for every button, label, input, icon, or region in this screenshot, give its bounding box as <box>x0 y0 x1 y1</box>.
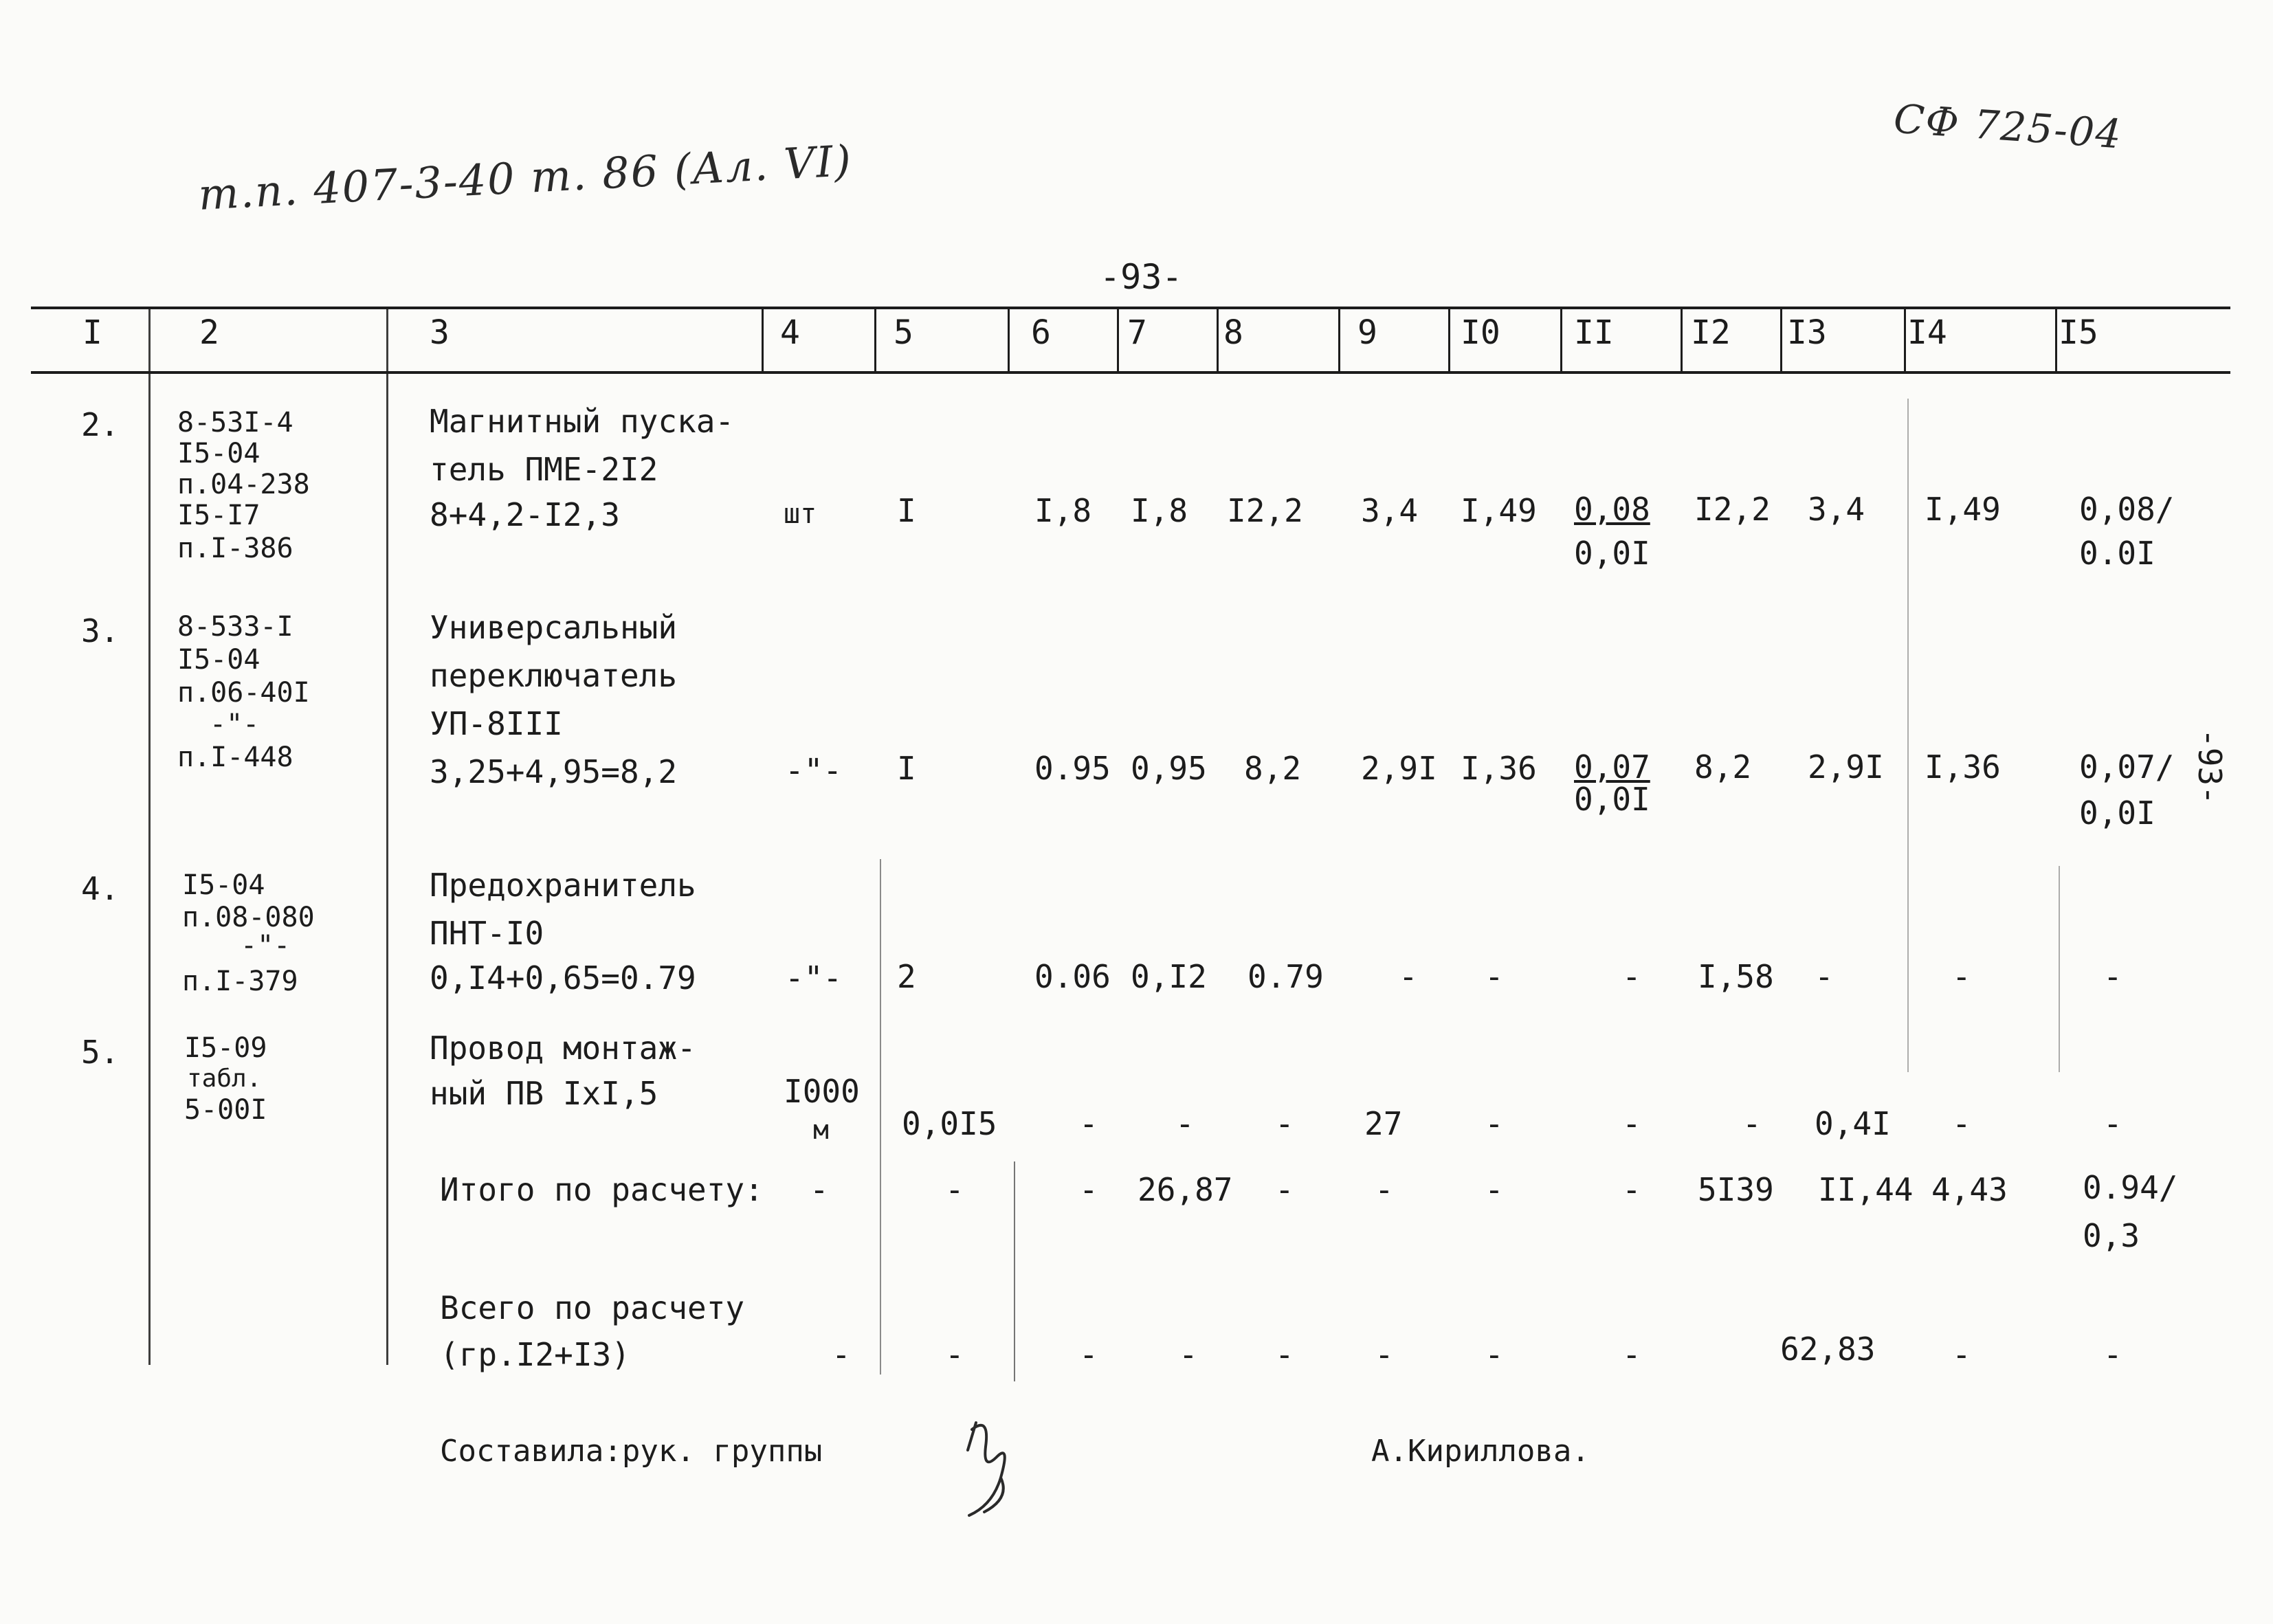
cell-c8: 0.79 <box>1248 958 1324 995</box>
cell-c9: 27 <box>1364 1105 1403 1142</box>
cell-c7: 0,I2 <box>1131 958 1207 995</box>
row-name: 3,25+4,95=8,2 <box>430 753 678 790</box>
cell-qty: I <box>897 492 916 529</box>
row-code: табл. <box>187 1065 262 1093</box>
row-name: 0,I4+0,65=0.79 <box>430 959 696 997</box>
compiler-name: А.Кириллова. <box>1371 1434 1590 1469</box>
cell-qty: 2 <box>897 958 916 995</box>
grand-total-c14: - <box>1952 1336 1971 1373</box>
row-name: Предохранитель <box>430 867 696 904</box>
totals-c12: 5I39 <box>1698 1171 1774 1208</box>
grand-total-c15: - <box>2103 1336 2122 1373</box>
col-sep <box>1560 307 1562 372</box>
totals-c13: II,44 <box>1818 1171 1914 1208</box>
cell-c11-top: 0,08 <box>1574 491 1650 528</box>
row-name: тель ПМЕ-2I2 <box>430 451 658 488</box>
col-sep <box>874 307 876 372</box>
cell-c8: I2,2 <box>1227 492 1303 529</box>
column-header: 3 <box>430 313 450 352</box>
column-header: 8 <box>1223 313 1243 352</box>
column-header: 2 <box>199 313 219 352</box>
row-name: Магнитный пуска- <box>430 403 735 440</box>
totals-c14: 4,43 <box>1931 1171 2008 1208</box>
grand-total-c5: - <box>945 1336 964 1373</box>
cell-unit-top: I000 <box>784 1073 860 1110</box>
cell-c9: 2,9I <box>1361 750 1437 787</box>
col-sep-dashed <box>2059 866 2060 1072</box>
row-code: I5-I7 <box>177 500 260 531</box>
column-header: 5 <box>894 313 913 352</box>
cell-c14: I,49 <box>1925 491 2001 528</box>
totals-c5: - <box>945 1171 964 1208</box>
cell-c7: - <box>1175 1105 1195 1142</box>
cell-c10: - <box>1485 958 1504 995</box>
row-code: -"- <box>241 930 291 961</box>
cell-c12: I,58 <box>1698 958 1774 995</box>
row-code: I5-09 <box>184 1032 267 1064</box>
cell-c7: I,8 <box>1131 492 1188 529</box>
row-code: п.04-238 <box>177 469 310 500</box>
totals-c7: 26,87 <box>1138 1171 1233 1208</box>
col-sep-dashed <box>880 859 881 1375</box>
cell-c11: - <box>1622 958 1641 995</box>
column-header: 9 <box>1357 313 1377 352</box>
col-sep <box>1448 307 1450 372</box>
col-sep <box>148 307 151 1365</box>
cell-c15-top: 0,08/ <box>2079 491 2175 528</box>
column-header: II <box>1574 313 1614 352</box>
cell-qty: I <box>897 750 916 787</box>
row-code: п.I-448 <box>177 742 293 773</box>
page-number: -93- <box>1100 257 1183 297</box>
col-sep <box>1338 307 1340 372</box>
totals-c6: - <box>1079 1171 1098 1208</box>
cell-c11-bottom: 0,0I <box>1574 535 1650 572</box>
row-number: 3. <box>81 612 120 649</box>
col-sep <box>2055 307 2057 372</box>
col-sep <box>1008 307 1010 372</box>
column-header: 4 <box>780 313 800 352</box>
cell-c6: 0.06 <box>1034 958 1111 995</box>
cell-c15-bottom: 0.0I <box>2079 535 2155 572</box>
totals-c9: - <box>1375 1171 1394 1208</box>
row-code: п.I-386 <box>177 533 293 564</box>
table-top-rule <box>31 307 2230 309</box>
col-sep <box>1681 307 1683 372</box>
cell-c14: I,36 <box>1925 748 2001 786</box>
totals-c8: - <box>1275 1171 1294 1208</box>
cell-unit: -"- <box>785 752 843 789</box>
col-sep <box>1780 307 1782 372</box>
column-header: I <box>82 313 102 352</box>
grand-total-c4: - <box>832 1336 851 1373</box>
cell-c6: 0.95 <box>1034 750 1111 787</box>
cell-c12: - <box>1742 1105 1762 1142</box>
cell-c8: - <box>1275 1105 1294 1142</box>
side-page-number: -93- <box>2191 728 2228 805</box>
cell-c11-bottom: 0,0I <box>1574 781 1650 818</box>
totals-c15-bottom: 0,3 <box>2083 1217 2140 1254</box>
cell-c13: 2,9I <box>1808 748 1884 786</box>
row-code: -"- <box>210 709 260 740</box>
cell-unit-bottom: м <box>813 1115 829 1145</box>
document-reference: т.п. 407-3-40 т. 86 (Ал. VI) <box>197 135 854 220</box>
totals-c11: - <box>1622 1171 1641 1208</box>
row-name: ный ПВ IxI,5 <box>430 1075 658 1112</box>
row-name: УП-8III <box>430 705 563 742</box>
row-name: Универсальный <box>430 609 678 646</box>
totals-label: Итого по расчету: <box>440 1171 764 1208</box>
row-code: п.06-40I <box>177 677 310 709</box>
row-code: I5-04 <box>177 438 260 469</box>
column-header: 6 <box>1031 313 1051 352</box>
cell-c10: I,49 <box>1461 492 1537 529</box>
cell-c9: - <box>1399 958 1418 995</box>
column-header: I2 <box>1691 313 1731 352</box>
cell-unit: -"- <box>785 959 843 997</box>
cell-c13: - <box>1815 958 1834 995</box>
col-sep <box>1117 307 1119 372</box>
col-sep <box>386 307 388 1365</box>
row-number: 5. <box>81 1034 120 1071</box>
row-number: 2. <box>81 406 120 443</box>
grand-total-c8: - <box>1275 1336 1294 1373</box>
grand-total-c10: - <box>1485 1336 1504 1373</box>
row-name: ПНТ-I0 <box>430 915 544 952</box>
cell-c12: 8,2 <box>1694 748 1752 786</box>
grand-total-label: Всего по расчету <box>440 1289 745 1326</box>
row-code: I5-04 <box>177 644 260 676</box>
row-name: 8+4,2-I2,3 <box>430 496 620 533</box>
cell-c13: 0,4I <box>1815 1105 1891 1142</box>
cell-c6: I,8 <box>1034 492 1092 529</box>
cell-c9: 3,4 <box>1361 492 1419 529</box>
grand-total-c9: - <box>1375 1336 1394 1373</box>
cell-c10: - <box>1485 1105 1504 1142</box>
row-name: переключатель <box>430 657 678 694</box>
row-code: 8-53I-4 <box>177 407 293 438</box>
row-number: 4. <box>81 870 120 907</box>
column-header: I3 <box>1787 313 1827 352</box>
cell-c14: - <box>1952 1105 1971 1142</box>
row-code: I5-04 <box>182 869 265 901</box>
row-code: 5-00I <box>184 1094 267 1126</box>
compiled-by-label: Составила:рук. группы <box>440 1434 823 1469</box>
column-header: I4 <box>1907 313 1947 352</box>
signature-mark <box>955 1409 1031 1526</box>
col-sep <box>1217 307 1219 372</box>
cell-c11: - <box>1622 1105 1641 1142</box>
grand-total-c7: - <box>1179 1336 1198 1373</box>
cell-c8: 8,2 <box>1244 750 1302 787</box>
cell-qty: 0,0I5 <box>902 1105 997 1142</box>
grand-total-c12-13: 62,83 <box>1780 1331 1876 1368</box>
col-sep <box>1904 307 1906 372</box>
col-sep-dashed <box>1907 399 1909 1072</box>
column-header: I5 <box>2059 313 2098 352</box>
cell-c10: I,36 <box>1461 750 1537 787</box>
document-code: СФ 725-04 <box>1892 95 2125 158</box>
col-sep <box>762 307 764 372</box>
cell-c14: - <box>1952 958 1971 995</box>
column-header: 7 <box>1127 313 1147 352</box>
grand-total-c6: - <box>1079 1336 1098 1373</box>
cell-c13: 3,4 <box>1808 491 1865 528</box>
totals-c4: - <box>810 1171 829 1208</box>
cell-c11-top: 0,07 <box>1574 748 1650 786</box>
cell-c15-bottom: 0,0I <box>2079 794 2155 832</box>
row-name: Провод монтаж- <box>430 1030 696 1067</box>
col-sep-dashed <box>1014 1161 1015 1381</box>
cell-unit: шт <box>784 498 817 530</box>
cell-c7: 0,95 <box>1131 750 1207 787</box>
grand-total-c11: - <box>1622 1336 1641 1373</box>
grand-total-label: (гр.I2+I3) <box>440 1336 630 1373</box>
cell-c12: I2,2 <box>1694 491 1771 528</box>
row-code: п.I-379 <box>182 966 298 997</box>
totals-c15-top: 0.94/ <box>2083 1169 2178 1206</box>
cell-c15: - <box>2103 958 2122 995</box>
cell-c6: - <box>1079 1105 1098 1142</box>
row-code: 8-533-I <box>177 611 293 643</box>
totals-c10: - <box>1485 1171 1504 1208</box>
cell-c15-top: 0,07/ <box>2079 748 2175 786</box>
cell-c15: - <box>2103 1105 2122 1142</box>
column-header: I0 <box>1461 313 1500 352</box>
row-code: п.08-080 <box>182 902 315 933</box>
table-header-rule <box>31 371 2230 374</box>
